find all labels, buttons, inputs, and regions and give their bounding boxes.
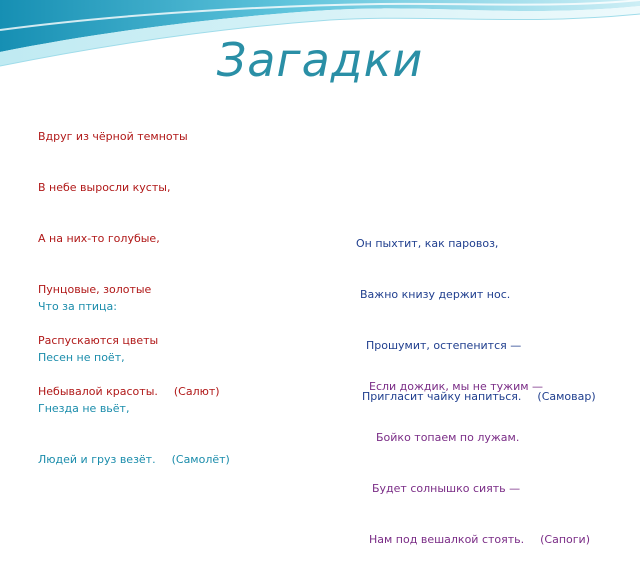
riddle-line-last <box>369 531 590 548</box>
riddle-line: Важно книзу держит нос. <box>360 288 511 301</box>
riddle-line: Если дождик, мы не тужим — <box>369 380 544 393</box>
riddle-line: А на них-то голубые, <box>38 232 160 245</box>
riddle-line: Вдруг из чёрной темноты <box>38 130 188 143</box>
riddle-answer: (Салют) <box>173 385 220 398</box>
riddle-text: Небывалой красоты. <box>38 385 158 398</box>
riddle-line: Бойко топаем по лужам. <box>376 431 520 444</box>
riddle-text: Людей и груз везёт. <box>38 453 156 466</box>
riddle-line: В небе выросли кусты, <box>38 181 171 194</box>
page-title: Загадки <box>216 33 424 87</box>
riddle-line: Пунцовые, золотые <box>38 283 152 296</box>
riddle-text: Нам под вешалкой стоять. <box>369 533 525 546</box>
riddle-answer: (Самовар) <box>537 390 596 403</box>
riddle-line: Песен не поёт, <box>38 351 125 364</box>
riddle-line: Гнезда не вьёт, <box>38 402 130 415</box>
riddle-line: Будет солнышко сиять — <box>372 482 521 495</box>
riddle-answer: (Самолёт) <box>171 453 230 466</box>
riddle-text: Пригласит чайку напиться. <box>362 390 522 403</box>
riddle-line: Распускаются цветы <box>38 334 159 347</box>
riddle-answer: (Сапоги) <box>540 533 590 546</box>
riddle-line: Прошумит, остепенится — <box>366 339 522 352</box>
riddle-line: Он пыхтит, как паровоз, <box>356 237 499 250</box>
riddle-line: Что за птица: <box>38 300 117 313</box>
